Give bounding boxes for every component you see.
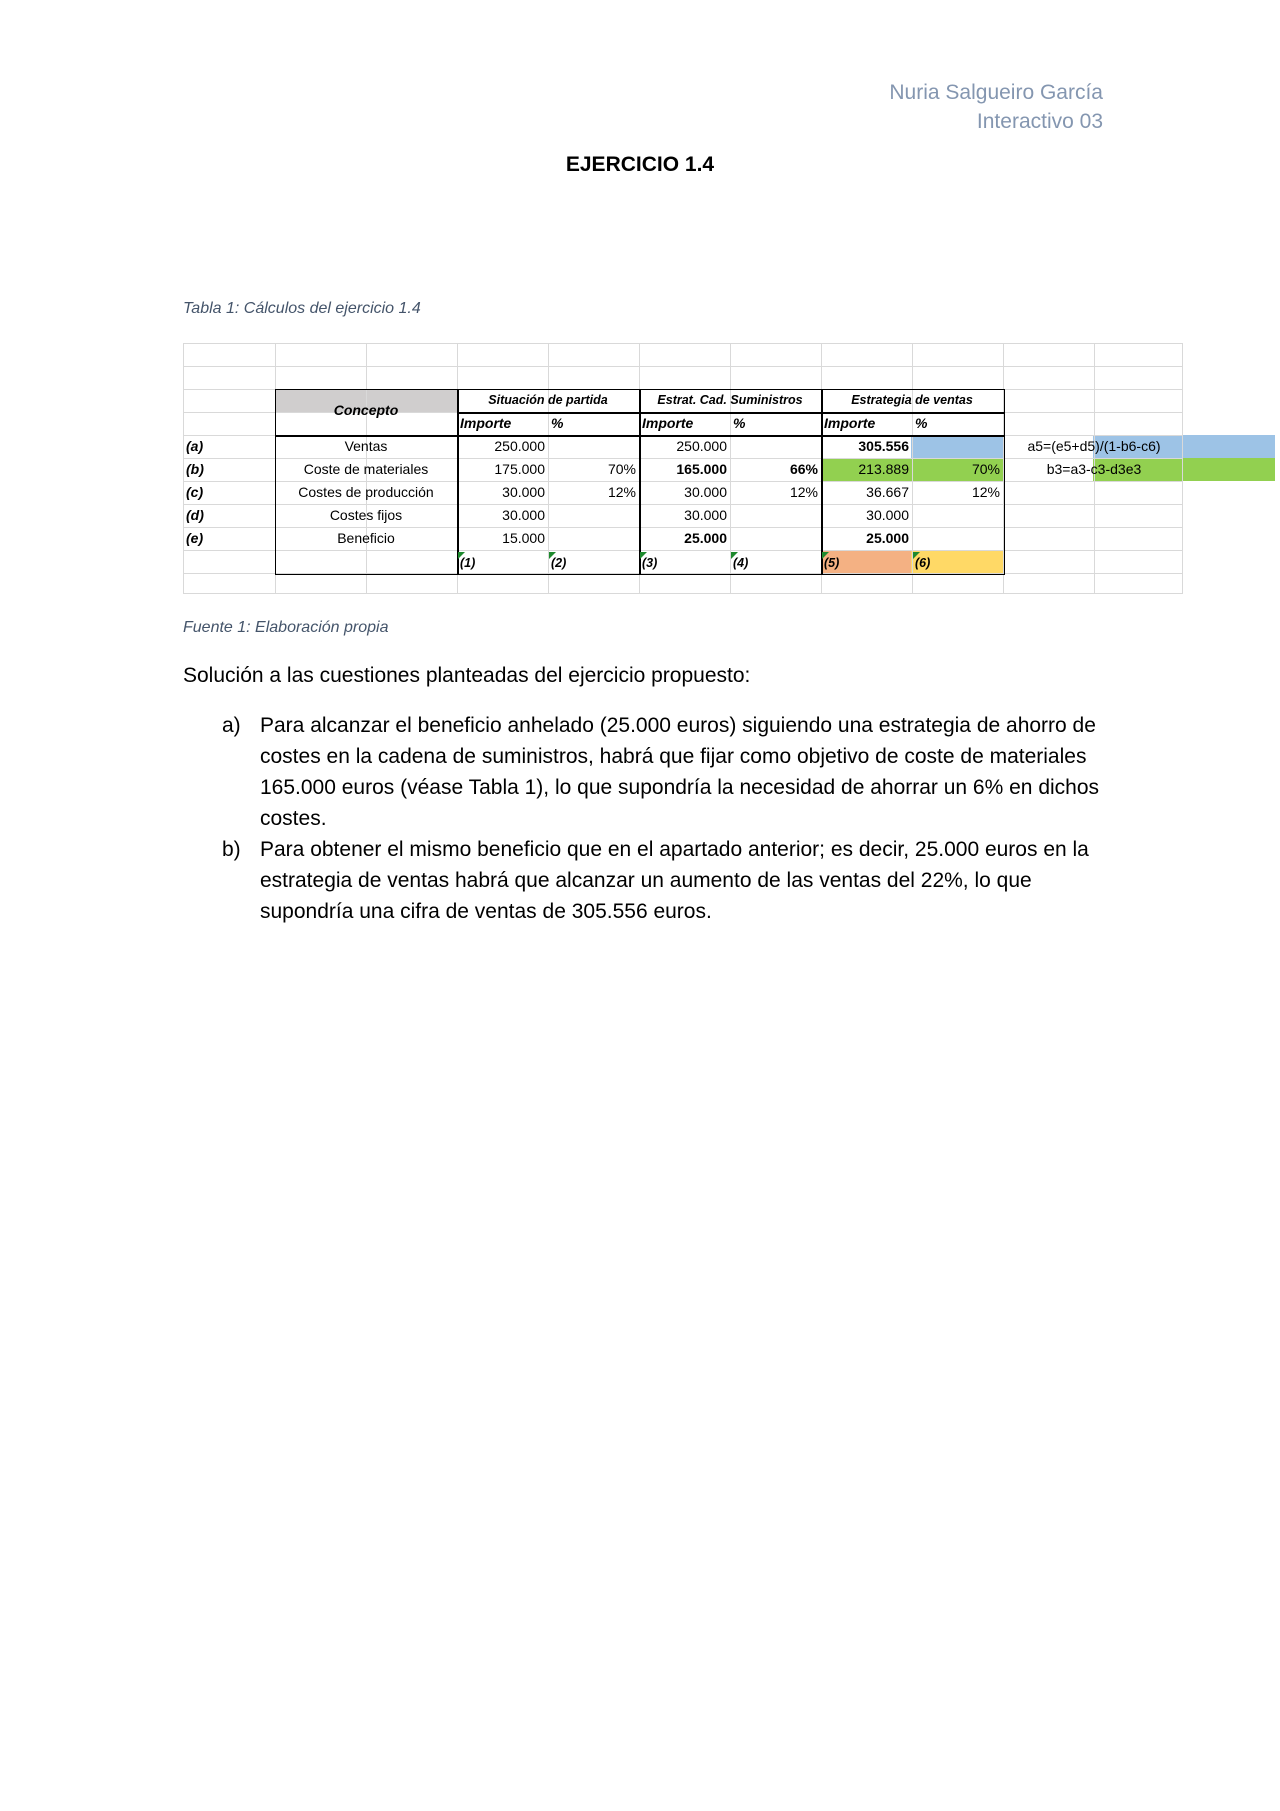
row-key: (d) — [186, 507, 204, 523]
row-key: (c) — [186, 484, 204, 500]
subheader-importe: Importe — [824, 415, 876, 431]
header-author: Nuria Salgueiro García — [889, 81, 1103, 104]
list-marker: b) — [222, 838, 241, 861]
solution-intro: Solución a las cuestiones planteadas del ejercicio propuesto: — [183, 664, 751, 687]
table-cell: 175.000 — [494, 461, 545, 477]
group-header-sales: Estrategia de ventas — [851, 393, 973, 407]
group-header-supply: Estrat. Cad. Suministros — [657, 393, 803, 407]
formula-b: b3=a3-c3-d3e3 — [1046, 461, 1142, 477]
row-concept: Beneficio — [337, 530, 395, 546]
table-cell: 70% — [971, 461, 1000, 477]
row-concept: Costes de producción — [298, 484, 434, 500]
column-number: (4) — [733, 556, 749, 570]
table-cell: 213.889 — [858, 461, 909, 477]
table-cell: 15.000 — [502, 530, 545, 546]
row-key: (b) — [186, 461, 204, 477]
table-cell: 30.000 — [684, 507, 727, 523]
formula-a: a5=(e5+d5)/(1-b6-c6) — [1027, 438, 1161, 454]
table-cell: 165.000 — [676, 461, 727, 477]
table-cell: 250.000 — [494, 438, 545, 454]
row-concept: Coste de materiales — [303, 461, 429, 477]
table-cell: 25.000 — [866, 530, 909, 546]
table-caption: Tabla 1: Cálculos del ejercicio 1.4 — [183, 300, 421, 317]
table-cell: 250.000 — [676, 438, 727, 454]
row-key: (a) — [186, 438, 204, 454]
table-cell: 66% — [789, 461, 818, 477]
subheader-percent: % — [733, 415, 746, 431]
page-title: EJERCICIO 1.4 — [565, 153, 715, 176]
subheader-importe: Importe — [460, 415, 512, 431]
table-cell: 30.000 — [502, 484, 545, 500]
table-cell: 70% — [607, 461, 636, 477]
list-item — [222, 834, 1102, 927]
column-number: (3) — [642, 556, 658, 570]
column-number: (1) — [460, 556, 476, 570]
table-cell: 305.556 — [858, 438, 909, 454]
group-header-initial: Situación de partida — [488, 393, 608, 407]
column-number: (5) — [824, 556, 840, 570]
table-cell: 30.000 — [684, 484, 727, 500]
table-cell: 30.000 — [866, 507, 909, 523]
column-number: (6) — [915, 556, 931, 570]
list-item — [222, 710, 1102, 834]
row-concept: Costes fijos — [329, 507, 403, 523]
table-cell: 12% — [607, 484, 636, 500]
subheader-percent: % — [551, 415, 564, 431]
table-cell: 12% — [971, 484, 1000, 500]
row-key: (e) — [186, 530, 204, 546]
table-cell: 25.000 — [684, 530, 727, 546]
answer-text: Para alcanzar el beneficio anhelado (25.000 euros) siguiendo una estrategia de ahorro de costes en la cadena de suministros, habrá que fijar como objetivo de coste de materiales 165.000 euros (véase Tabla 1), lo que supondría la necesidad de ahorrar un 6% en dichos costes. — [260, 714, 1100, 830]
column-number: (2) — [551, 556, 567, 570]
table-cell: 30.000 — [502, 507, 545, 523]
spreadsheet-table — [183, 343, 1183, 594]
answer-list — [222, 710, 1102, 927]
source-caption: Fuente 1: Elaboración propia — [183, 619, 389, 636]
header-subtitle: Interactivo 03 — [976, 110, 1103, 133]
table-cell: 36.667 — [866, 484, 909, 500]
list-marker: a) — [222, 714, 241, 737]
subheader-percent: % — [915, 415, 928, 431]
answer-text: Para obtener el mismo beneficio que en el apartado anterior; es decir, 25.000 euros en la estrategia de ventas habrá que alcanzar un aumento de las ventas del 22%, lo que supondría una cifra de ventas de 305.556 euros. — [260, 838, 1089, 923]
subheader-importe: Importe — [642, 415, 694, 431]
row-concept: Ventas — [344, 438, 388, 454]
concept-header: Concepto — [333, 402, 399, 418]
table-cell: 12% — [789, 484, 818, 500]
